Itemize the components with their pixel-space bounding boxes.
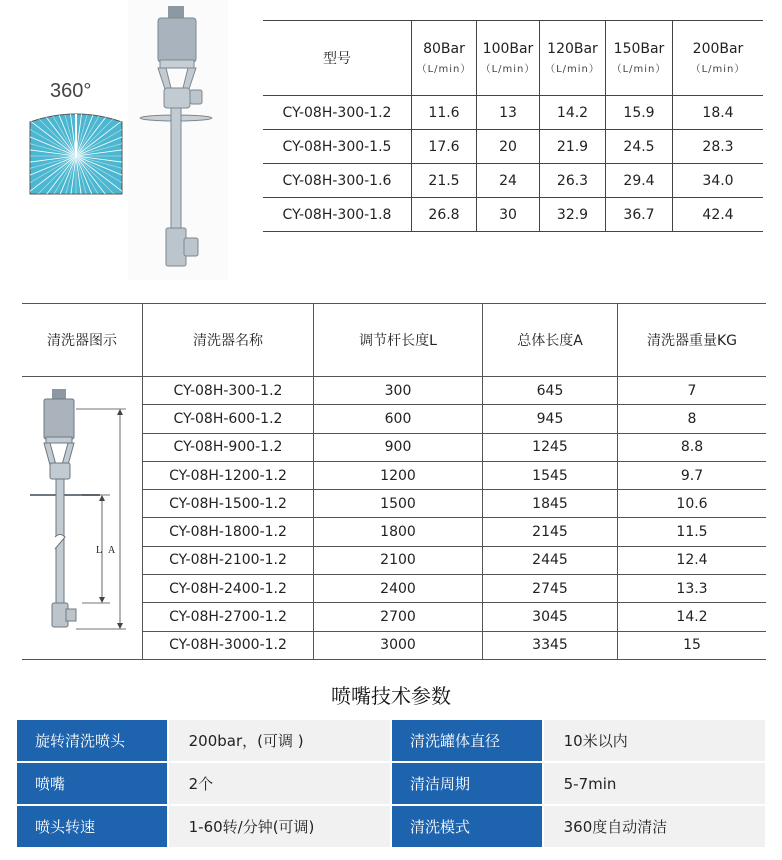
flow-value-cell: 26.3 [540, 164, 606, 198]
flow-model-header: 型号 [263, 21, 412, 96]
spec-name-cell: CY-08H-2100-1.2 [143, 546, 314, 574]
param-label: 旋转清洗喷头 [17, 720, 167, 761]
spec-name-cell: CY-08H-2400-1.2 [143, 575, 314, 603]
spec-weight-cell: 11.5 [618, 518, 767, 546]
flow-value-cell: 21.5 [412, 164, 477, 198]
flow-table-row [263, 130, 763, 164]
flow-value-cell: 26.8 [412, 198, 477, 232]
flow-table-row [263, 198, 763, 232]
params-row [17, 763, 765, 804]
flow-value-cell: 30 [477, 198, 540, 232]
param-value: 5-7min [544, 763, 765, 804]
cleaner-spec-table [22, 303, 766, 660]
flow-model-cell: CY-08H-300-1.8 [263, 198, 412, 232]
param-value: 360度自动清洁 [544, 806, 765, 847]
diagram-rod [56, 479, 64, 619]
flow-table-header [263, 21, 763, 96]
spec-total-cell: 1845 [483, 490, 618, 518]
spec-name-cell: CY-08H-600-1.2 [143, 405, 314, 433]
flow-value-cell: 42.4 [673, 198, 764, 232]
spec-weight-cell: 14.2 [618, 603, 767, 631]
spec-header-rod-length: 调节杆长度L [314, 304, 483, 377]
param-label: 清洗罐体直径 [392, 720, 542, 761]
spec-header-weight: 清洗器重量KG [618, 304, 767, 377]
spec-weight-cell: 12.4 [618, 546, 767, 574]
spec-total-cell: 3345 [483, 631, 618, 659]
spec-rod-cell: 2100 [314, 546, 483, 574]
table-row [22, 377, 766, 405]
flow-table-row [263, 96, 763, 130]
params-row [17, 720, 765, 761]
spec-rod-cell: 2700 [314, 603, 483, 631]
spec-total-cell: 645 [483, 377, 618, 405]
spec-rod-cell: 1500 [314, 490, 483, 518]
flow-pressure-header: 120Bar （L/min） [540, 21, 606, 96]
spec-name-cell: CY-08H-300-1.2 [143, 377, 314, 405]
spec-name-cell: CY-08H-2700-1.2 [143, 603, 314, 631]
flow-value-cell: 24.5 [606, 130, 673, 164]
flow-pressure-header: 200Bar （L/min） [673, 21, 764, 96]
spec-rod-cell: 900 [314, 433, 483, 461]
spec-weight-cell: 7 [618, 377, 767, 405]
flow-value-cell: 29.4 [606, 164, 673, 198]
flow-table-row [263, 164, 763, 198]
spec-rod-cell: 2400 [314, 575, 483, 603]
spec-total-cell: 1245 [483, 433, 618, 461]
spec-header-diagram: 清洗器图示 [22, 304, 143, 377]
diagram-motor-housing [44, 399, 74, 439]
spec-rod-cell: 1200 [314, 461, 483, 489]
spec-total-cell: 2145 [483, 518, 618, 546]
spec-weight-cell: 10.6 [618, 490, 767, 518]
param-label: 喷嘴 [17, 763, 167, 804]
flow-value-cell: 17.6 [412, 130, 477, 164]
spec-name-cell: CY-08H-900-1.2 [143, 433, 314, 461]
spec-weight-cell: 13.3 [618, 575, 767, 603]
param-label: 清洗模式 [392, 806, 542, 847]
dimension-L-label: L [96, 545, 103, 556]
param-label: 喷头转速 [17, 806, 167, 847]
device-nozzle-head [166, 228, 186, 266]
spec-name-cell: CY-08H-1200-1.2 [143, 461, 314, 489]
params-grid [17, 720, 765, 849]
flow-value-cell: 13 [477, 96, 540, 130]
flow-value-cell: 34.0 [673, 164, 764, 198]
spec-weight-cell: 8.8 [618, 433, 767, 461]
cleaner-dimension-diagram [22, 377, 140, 657]
flow-model-cell: CY-08H-300-1.2 [263, 96, 412, 130]
flow-value-cell: 18.4 [673, 96, 764, 130]
flow-rate-table [263, 20, 763, 232]
spec-header-total-length: 总体长度A [483, 304, 618, 377]
flow-value-cell: 32.9 [540, 198, 606, 232]
param-value: 10米以内 [544, 720, 765, 761]
params-row [17, 806, 765, 847]
device-motor-housing [158, 18, 196, 62]
param-label: 清洁周期 [392, 763, 542, 804]
cleaner-device-image [128, 0, 228, 280]
flow-value-cell: 15.9 [606, 96, 673, 130]
flow-value-cell: 24 [477, 164, 540, 198]
flow-value-cell: 28.3 [673, 130, 764, 164]
spec-rod-cell: 300 [314, 377, 483, 405]
spec-rod-cell: 600 [314, 405, 483, 433]
spec-name-cell: CY-08H-1500-1.2 [143, 490, 314, 518]
spray-angle-label: 360° [50, 80, 92, 102]
spec-name-cell: CY-08H-3000-1.2 [143, 631, 314, 659]
spec-weight-cell: 15 [618, 631, 767, 659]
device-rod [171, 108, 181, 228]
spec-total-cell: 2745 [483, 575, 618, 603]
spec-total-cell: 2445 [483, 546, 618, 574]
flow-value-cell: 21.9 [540, 130, 606, 164]
param-value: 1-60转/分钟(可调) [169, 806, 390, 847]
spec-total-cell: 3045 [483, 603, 618, 631]
dimension-A-label: A [108, 545, 116, 556]
device-inlet-body [164, 88, 190, 108]
spray-pattern-figure [26, 78, 126, 198]
spec-weight-cell: 9.7 [618, 461, 767, 489]
spec-diagram-cell [22, 377, 143, 660]
spec-weight-cell: 8 [618, 405, 767, 433]
param-value: 2个 [169, 763, 390, 804]
flow-model-cell: CY-08H-300-1.5 [263, 130, 412, 164]
flow-pressure-header: 150Bar （L/min） [606, 21, 673, 96]
spec-rod-cell: 3000 [314, 631, 483, 659]
spec-table-header [22, 304, 766, 377]
spec-name-cell: CY-08H-1800-1.2 [143, 518, 314, 546]
flow-model-cell: CY-08H-300-1.6 [263, 164, 412, 198]
flow-value-cell: 11.6 [412, 96, 477, 130]
spec-total-cell: 1545 [483, 461, 618, 489]
flow-value-cell: 14.2 [540, 96, 606, 130]
param-value: 200bar，(可调 ) [169, 720, 390, 761]
spec-header-name: 清洗器名称 [143, 304, 314, 377]
flow-pressure-header: 100Bar （L/min） [477, 21, 540, 96]
flow-value-cell: 20 [477, 130, 540, 164]
spec-total-cell: 945 [483, 405, 618, 433]
params-title: 喷嘴技术参数 [331, 684, 451, 708]
flow-pressure-header: 80Bar （L/min） [412, 21, 477, 96]
flow-value-cell: 36.7 [606, 198, 673, 232]
spec-rod-cell: 1800 [314, 518, 483, 546]
